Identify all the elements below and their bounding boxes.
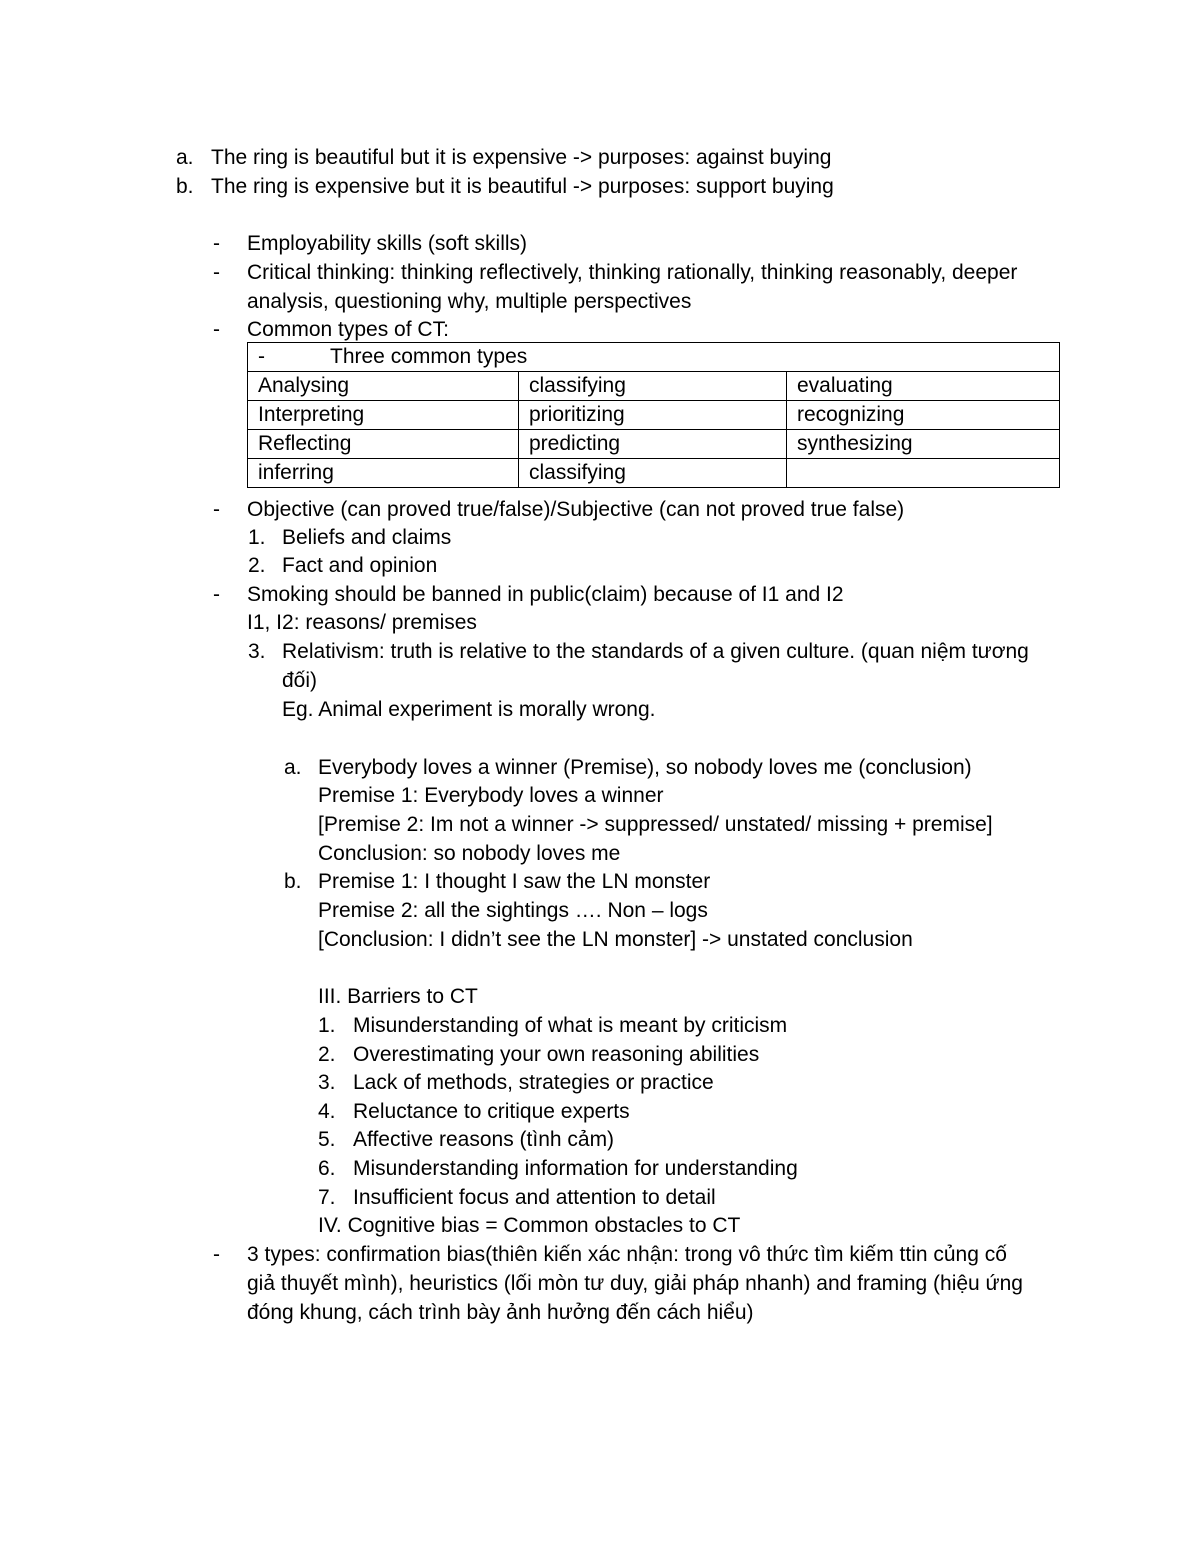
table-header-dash: -	[258, 345, 265, 368]
example-line: Conclusion: so nobody loves me	[318, 842, 621, 865]
table-cell: predicting	[519, 430, 787, 459]
bullet-text: Critical thinking: thinking reflectively, thinking rationally, thinking reasonably, deeper	[247, 261, 1018, 284]
table-cell: classifying	[519, 372, 787, 401]
bullet-marker: -	[213, 583, 220, 606]
table-cell: recognizing	[787, 401, 1060, 430]
list-marker: 2.	[318, 1043, 336, 1066]
table-cell: Interpreting	[248, 401, 519, 430]
list-item-text: Beliefs and claims	[282, 526, 452, 549]
bullet-text: Common types of CT:	[247, 318, 449, 341]
bullet-marker: -	[213, 232, 220, 255]
table-cell: Reflecting	[248, 430, 519, 459]
table-header-row	[248, 343, 1060, 372]
example-text: Eg. Animal experiment is morally wrong.	[282, 698, 656, 721]
list-marker: 1.	[248, 526, 266, 549]
bullet-marker: -	[213, 261, 220, 284]
example-line: [Premise 2: Im not a winner -> suppressed/ unstated/ missing + premise]	[318, 813, 993, 836]
list-item-text: Insufficient focus and attention to detail	[353, 1186, 716, 1209]
bullet-text: 3 types: confirmation bias(thiên kiến xác nhận: trong vô thức tìm kiếm ttin củng cố	[247, 1243, 1007, 1266]
list-item-text: Reluctance to critique experts	[353, 1100, 630, 1123]
bullet-text-continued: giả thuyết mình), heuristics (lối mòn tư duy, giải pháp nhanh) and framing (hiệu ứng	[247, 1272, 1023, 1295]
table-cell: inferring	[248, 459, 519, 488]
bullet-text: Employability skills (soft skills)	[247, 232, 528, 255]
list-marker: 1.	[318, 1014, 336, 1037]
table-cell: classifying	[519, 459, 787, 488]
list-item-text-continued: đối)	[282, 669, 318, 692]
list-item-text: Misunderstanding of what is meant by criticism	[353, 1014, 788, 1037]
list-item-text: Relativism: truth is relative to the standards of a given culture. (quan niệm tương	[282, 640, 1029, 663]
table-row	[248, 459, 1060, 488]
bullet-text: Smoking should be banned in public(claim) because of I1 and I2	[247, 583, 844, 606]
section-heading: III. Barriers to CT	[318, 985, 478, 1008]
bullet-text-continued: analysis, questioning why, multiple perspectives	[247, 290, 692, 313]
table-row	[248, 372, 1060, 401]
list-item-text: Fact and opinion	[282, 554, 438, 577]
list-item-text: Affective reasons (tình cảm)	[353, 1128, 615, 1151]
example-line: Premise 2: all the sightings …. Non – logs	[318, 899, 708, 922]
bullet-marker: -	[213, 498, 220, 521]
list-item-text: Lack of methods, strategies or practice	[353, 1071, 714, 1094]
list-marker: b.	[176, 175, 194, 198]
list-marker: 5.	[318, 1128, 336, 1151]
list-marker: 6.	[318, 1157, 336, 1180]
ct-types-table	[247, 342, 1060, 488]
example-line: [Conclusion: I didn’t see the LN monster] -> unstated conclusion	[318, 928, 913, 951]
list-item-text: Overestimating your own reasoning abilities	[353, 1043, 760, 1066]
list-marker: 7.	[318, 1186, 336, 1209]
bullet-marker: -	[213, 318, 220, 341]
list-marker: b.	[284, 870, 302, 893]
list-marker: a.	[284, 756, 302, 779]
example-line: Everybody loves a winner (Premise), so nobody loves me (conclusion)	[318, 756, 972, 779]
list-marker: a.	[176, 146, 194, 169]
bullet-subtext: I1, I2: reasons/ premises	[247, 611, 477, 634]
table-cell: prioritizing	[519, 401, 787, 430]
bullet-text-continued: đóng khung, cách trình bày ảnh hưởng đến cách hiểu)	[247, 1301, 754, 1324]
list-marker: 2.	[248, 554, 266, 577]
bullet-text: Objective (can proved true/false)/Subjective (can not proved true false)	[247, 498, 905, 521]
table-cell: Analysing	[248, 372, 519, 401]
list-item-text: The ring is beautiful but it is expensive -> purposes: against buying	[211, 146, 832, 169]
list-item-text: The ring is expensive but it is beautiful -> purposes: support buying	[211, 175, 834, 198]
example-line: Premise 1: Everybody loves a winner	[318, 784, 664, 807]
table-header-cell	[248, 343, 1060, 372]
table-row	[248, 401, 1060, 430]
table-header-text: Three common types	[330, 345, 528, 368]
list-marker: 4.	[318, 1100, 336, 1123]
table-cell: synthesizing	[787, 430, 1060, 459]
list-marker: 3.	[248, 640, 266, 663]
bullet-marker: -	[213, 1243, 220, 1266]
list-marker: 3.	[318, 1071, 336, 1094]
table-row	[248, 430, 1060, 459]
table-cell	[787, 459, 1060, 488]
table-cell: evaluating	[787, 372, 1060, 401]
list-item-text: Misunderstanding information for understanding	[353, 1157, 798, 1180]
section-heading: IV. Cognitive bias = Common obstacles to CT	[318, 1214, 741, 1237]
example-line: Premise 1: I thought I saw the LN monster	[318, 870, 711, 893]
